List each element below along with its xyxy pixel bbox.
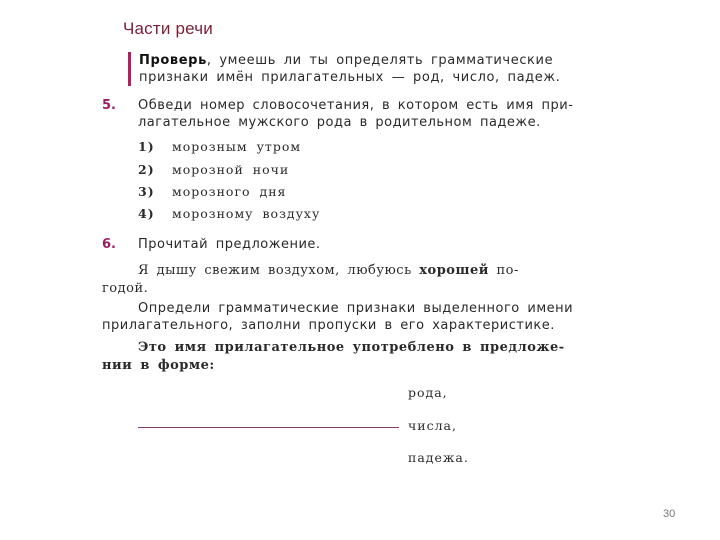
- task-5-instruction: [138, 97, 608, 131]
- define-line-2: прилагательного, заполни пропуски в его характеристике.: [102, 318, 555, 333]
- page-title: Части речи: [123, 19, 213, 38]
- task-5-option-4[interactable]: [138, 206, 320, 221]
- sentence-highlighted-word: хорошей: [419, 263, 489, 278]
- option-text: морозным утром: [172, 139, 302, 154]
- intro-note: [128, 52, 619, 86]
- sentence-line-2: годой.: [102, 281, 149, 296]
- task-5-option-3[interactable]: [138, 184, 286, 199]
- task-6-define-instruction: [102, 300, 609, 334]
- option-number: 3): [138, 184, 155, 199]
- task-6-form-statement: [102, 339, 609, 375]
- intro-rest: , умеешь ли ты определять грамматические: [206, 53, 554, 68]
- task-5-option-2[interactable]: [138, 162, 289, 177]
- answer-blank-line[interactable]: [138, 427, 399, 428]
- option-number: 4): [138, 206, 155, 221]
- sentence-part-2: по-: [488, 263, 519, 278]
- blank-label-gender: рода,: [408, 385, 448, 400]
- task-6-number: 6.: [102, 237, 116, 252]
- blank-label-case: падежа.: [408, 450, 469, 465]
- intro-line-2: признаки имён прилагательных — род, число, падеж.: [139, 70, 561, 85]
- form-line-2: нии в форме:: [102, 358, 215, 373]
- task-5-number: 5.: [102, 98, 116, 113]
- form-line-1: Это имя прилагательное употреблено в предложе-: [138, 340, 565, 355]
- option-text: морозному воздуху: [172, 206, 321, 221]
- option-number: 2): [138, 162, 155, 177]
- define-line-1: Определи грамматические признаки выделенного имени: [138, 301, 574, 316]
- task-5-line-1: Обведи номер словосочетания, в котором есть имя при-: [138, 98, 574, 113]
- blank-label-number: числа,: [408, 418, 457, 433]
- option-text: морозной ночи: [172, 162, 290, 177]
- task-6-sentence: [102, 262, 609, 298]
- page-number: 30: [663, 508, 676, 520]
- option-text: морозного дня: [172, 184, 287, 199]
- intro-line-1: [139, 52, 619, 69]
- intro-bold-lead: Проверь: [139, 53, 207, 68]
- task-6-instruction: Прочитай предложение.: [138, 237, 321, 252]
- option-number: 1): [138, 139, 155, 154]
- task-5-option-1[interactable]: [138, 139, 301, 154]
- task-5-line-2: лагательное мужского рода в родительном падеже.: [138, 115, 541, 130]
- sentence-part-1: Я дышу свежим воздухом, любуюсь: [138, 263, 420, 278]
